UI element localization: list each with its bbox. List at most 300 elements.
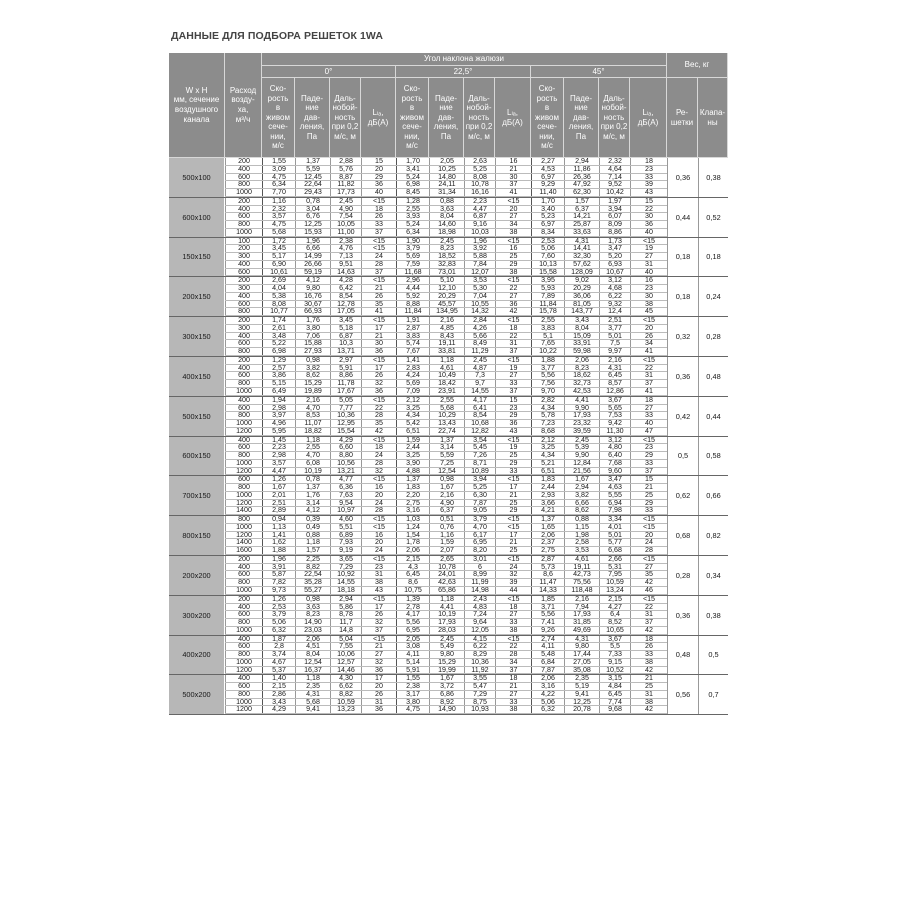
table-cell: 18 bbox=[361, 444, 396, 451]
table-cell: 22 bbox=[495, 643, 531, 650]
table-cell: 5,05 bbox=[330, 397, 361, 404]
table-cell: 15 bbox=[361, 158, 396, 165]
table-cell: 2,06 bbox=[531, 675, 564, 682]
table-header bbox=[169, 53, 728, 158]
table-cell: 7,56 bbox=[531, 380, 564, 387]
table-cell: 4,64 bbox=[599, 166, 630, 173]
table-cell: 12,45 bbox=[295, 174, 330, 181]
table-cell: 29 bbox=[495, 507, 531, 514]
table-row bbox=[225, 269, 667, 277]
table-cell: 2,53 bbox=[531, 238, 564, 245]
table-cell: 5,73 bbox=[531, 564, 564, 571]
table-cell: 2,32 bbox=[262, 206, 295, 213]
table-cell: 23 bbox=[630, 166, 667, 173]
table-cell: 7,93 bbox=[330, 539, 361, 546]
table-cell: 33 bbox=[630, 460, 667, 467]
table-cell: 800 bbox=[225, 579, 262, 586]
table-cell: 9,73 bbox=[262, 587, 295, 594]
table-cell: 41 bbox=[361, 308, 396, 315]
table-cell: 3,45 bbox=[330, 317, 361, 324]
table-cell: <15 bbox=[630, 437, 667, 444]
table-cell: <15 bbox=[495, 317, 531, 324]
size-block bbox=[169, 357, 728, 397]
table-cell: 12,05 bbox=[464, 627, 495, 634]
table-cell: 800 bbox=[225, 221, 262, 228]
weight-grilles: 0,36 bbox=[667, 596, 698, 635]
table-cell: 100 bbox=[225, 238, 262, 245]
table-cell: 5,76 bbox=[330, 166, 361, 173]
size-label: 300x150 bbox=[169, 317, 225, 356]
weight-grilles: 0,42 bbox=[667, 397, 698, 436]
table-cell: 10,42 bbox=[599, 189, 630, 196]
table-cell: 3,40 bbox=[531, 206, 564, 213]
table-cell: 18,42 bbox=[429, 380, 464, 387]
table-cell: 15,93 bbox=[295, 229, 330, 236]
table-cell: 20,78 bbox=[564, 706, 599, 713]
table-cell: 4,17 bbox=[396, 611, 429, 618]
table-cell: <15 bbox=[630, 516, 667, 523]
table-cell: 800 bbox=[225, 412, 262, 419]
table-cell: 11,84 bbox=[396, 308, 429, 315]
table-cell: 21 bbox=[495, 683, 531, 690]
table-cell: 1000 bbox=[225, 420, 262, 427]
table-cell: <15 bbox=[495, 556, 531, 563]
table-cell: <15 bbox=[495, 277, 531, 284]
header-range-0: Даль- нобой- ность при 0,2 м/с, м bbox=[330, 78, 361, 158]
table-cell: 38 bbox=[630, 659, 667, 666]
table-cell: 4,75 bbox=[396, 706, 429, 713]
table-cell: 8,71 bbox=[464, 460, 495, 467]
table-cell: <15 bbox=[495, 437, 531, 444]
table-cell: 300 bbox=[225, 325, 262, 332]
table-cell: <15 bbox=[495, 476, 531, 483]
table-cell: 2,20 bbox=[396, 492, 429, 499]
table-cell: 1,18 bbox=[295, 539, 330, 546]
table-cell: 22 bbox=[630, 206, 667, 213]
table-cell: 4,96 bbox=[262, 420, 295, 427]
table-cell: 25 bbox=[495, 500, 531, 507]
table-cell: 1,76 bbox=[295, 317, 330, 324]
table-cell: 5,06 bbox=[531, 699, 564, 706]
table-cell: 3,53 bbox=[464, 277, 495, 284]
table-cell: 9,15 bbox=[599, 659, 630, 666]
table-cell: 5,04 bbox=[330, 636, 361, 643]
table-cell: 59,19 bbox=[295, 269, 330, 276]
table-cell: 3,83 bbox=[396, 333, 429, 340]
table-cell: 300 bbox=[225, 253, 262, 260]
table-cell: 11,30 bbox=[599, 428, 630, 435]
table-cell: 6,34 bbox=[396, 229, 429, 236]
table-cell: 6,17 bbox=[464, 532, 495, 539]
table-cell: 7,13 bbox=[330, 253, 361, 260]
table-cell: 10,49 bbox=[429, 372, 464, 379]
table-cell: 23 bbox=[630, 444, 667, 451]
table-cell: 27 bbox=[630, 405, 667, 412]
table-cell: 21 bbox=[361, 285, 396, 292]
table-cell: 2,51 bbox=[599, 317, 630, 324]
table-cell: 4,53 bbox=[531, 166, 564, 173]
table-cell: 3,71 bbox=[531, 604, 564, 611]
table-cell: 1,90 bbox=[396, 238, 429, 245]
table-cell: 11,78 bbox=[330, 380, 361, 387]
table-cell: 3,77 bbox=[599, 325, 630, 332]
table-cell: 5,06 bbox=[262, 619, 295, 626]
table-cell: 19,11 bbox=[564, 564, 599, 571]
table-cell: 1,40 bbox=[262, 675, 295, 682]
table-cell: 4,17 bbox=[464, 397, 495, 404]
header-flow: Расход возду- ха, м³/ч bbox=[225, 53, 262, 158]
table-cell: 6,49 bbox=[262, 388, 295, 395]
table-cell: <15 bbox=[630, 556, 667, 563]
table-cell: 25 bbox=[630, 683, 667, 690]
table-cell: 1,78 bbox=[396, 539, 429, 546]
table-cell: 2,94 bbox=[330, 596, 361, 603]
table-cell: 4,90 bbox=[330, 206, 361, 213]
table-cell: 7,87 bbox=[464, 500, 495, 507]
table-cell: 2,37 bbox=[531, 539, 564, 546]
table-cell: 38 bbox=[361, 579, 396, 586]
table-cell: 6,37 bbox=[429, 507, 464, 514]
table-cell: 3,92 bbox=[464, 245, 495, 252]
table-cell: 8,23 bbox=[564, 365, 599, 372]
table-cell: 400 bbox=[225, 675, 262, 682]
table-cell: 31,85 bbox=[564, 619, 599, 626]
table-cell: 1,41 bbox=[396, 357, 429, 364]
table-cell: 5,77 bbox=[599, 539, 630, 546]
table-cell: 22 bbox=[630, 365, 667, 372]
table-cell: 3,16 bbox=[396, 507, 429, 514]
table-cell: 1,91 bbox=[396, 317, 429, 324]
table-cell: 10,75 bbox=[396, 587, 429, 594]
table-cell: 5,30 bbox=[464, 285, 495, 292]
table-cell: 31 bbox=[630, 372, 667, 379]
table-cell: 14,8 bbox=[330, 627, 361, 634]
table-cell: 1,88 bbox=[531, 357, 564, 364]
table-cell: 11,7 bbox=[330, 619, 361, 626]
table-cell: 1,26 bbox=[262, 596, 295, 603]
table-cell: 200 bbox=[225, 198, 262, 205]
table-cell: 10,36 bbox=[330, 412, 361, 419]
table-cell: 3,43 bbox=[262, 699, 295, 706]
size-block bbox=[169, 556, 728, 596]
table-cell: 23,91 bbox=[429, 388, 464, 395]
table-cell: 6,60 bbox=[330, 444, 361, 451]
table-cell: 45,57 bbox=[429, 301, 464, 308]
table-cell: 10,77 bbox=[262, 308, 295, 315]
weight-valves: 0,82 bbox=[698, 516, 728, 555]
table-cell: 1,18 bbox=[429, 596, 464, 603]
table-cell: 3,80 bbox=[396, 699, 429, 706]
table-cell: 5,06 bbox=[531, 245, 564, 252]
table-cell: 0,94 bbox=[262, 516, 295, 523]
table-cell: 8,78 bbox=[330, 611, 361, 618]
table-cell: 8,04 bbox=[429, 213, 464, 220]
weight-valves: 0,38 bbox=[698, 596, 728, 635]
table-cell: 5,45 bbox=[464, 444, 495, 451]
table-cell: 2,27 bbox=[531, 158, 564, 165]
table-cell: 2,06 bbox=[531, 532, 564, 539]
table-cell: 1,03 bbox=[396, 516, 429, 523]
table-cell: 7,63 bbox=[330, 492, 361, 499]
table-cell: 8,88 bbox=[396, 301, 429, 308]
table-cell: 10,97 bbox=[330, 507, 361, 514]
table-cell: 9,64 bbox=[464, 619, 495, 626]
table-cell: 2,16 bbox=[429, 492, 464, 499]
table-cell: 10,29 bbox=[429, 412, 464, 419]
table-cell: 5,59 bbox=[429, 452, 464, 459]
table-cell: 6,42 bbox=[330, 285, 361, 292]
table-cell: 7,23 bbox=[531, 420, 564, 427]
table-cell: 2,89 bbox=[262, 507, 295, 514]
table-cell: 6,98 bbox=[396, 181, 429, 188]
table-cell: <15 bbox=[495, 524, 531, 531]
table-cell: <15 bbox=[630, 317, 667, 324]
table-cell: 19,11 bbox=[429, 340, 464, 347]
table-cell: 7,74 bbox=[599, 699, 630, 706]
table-cell: 7,41 bbox=[531, 619, 564, 626]
table-cell: 20 bbox=[361, 166, 396, 173]
table-cell: 33 bbox=[361, 221, 396, 228]
table-cell: 17,93 bbox=[564, 412, 599, 419]
table-cell: 6,40 bbox=[599, 452, 630, 459]
table-cell: 4,83 bbox=[464, 604, 495, 611]
table-cell: 6,51 bbox=[531, 468, 564, 475]
table-cell: 3,94 bbox=[599, 206, 630, 213]
table-cell: 32 bbox=[361, 659, 396, 666]
table-cell: 38 bbox=[495, 627, 531, 634]
table-cell: 143,77 bbox=[564, 308, 599, 315]
table-cell: 2,58 bbox=[564, 539, 599, 546]
table-cell: 42 bbox=[361, 428, 396, 435]
table-cell: 7,59 bbox=[396, 261, 429, 268]
table-cell: 21 bbox=[495, 539, 531, 546]
size-block bbox=[169, 317, 728, 357]
table-cell: 8,53 bbox=[295, 412, 330, 419]
table-cell: 6,45 bbox=[396, 571, 429, 578]
table-cell: 6,93 bbox=[599, 261, 630, 268]
table-cell: 2,55 bbox=[295, 444, 330, 451]
table-cell: 6,30 bbox=[464, 492, 495, 499]
table-cell: 1,37 bbox=[531, 516, 564, 523]
table-cell: 17,73 bbox=[330, 189, 361, 196]
table-cell: 9,7 bbox=[464, 380, 495, 387]
table-cell: 6,34 bbox=[262, 181, 295, 188]
table-cell: 6,66 bbox=[295, 245, 330, 252]
weight-grilles: 0,36 bbox=[667, 357, 698, 396]
table-cell: 6,22 bbox=[464, 643, 495, 650]
table-cell: 27,05 bbox=[564, 659, 599, 666]
table-cell: 42 bbox=[630, 706, 667, 713]
table-cell: 3,79 bbox=[464, 516, 495, 523]
table-cell: 8,45 bbox=[396, 189, 429, 196]
table-cell: 1,37 bbox=[429, 437, 464, 444]
table-cell: 4,41 bbox=[564, 397, 599, 404]
table-cell: 8,62 bbox=[564, 507, 599, 514]
table-cell: 4,60 bbox=[330, 516, 361, 523]
table-cell: 4,61 bbox=[564, 556, 599, 563]
table-cell: 2,86 bbox=[262, 691, 295, 698]
table-cell: 8,6 bbox=[396, 579, 429, 586]
table-cell: 1000 bbox=[225, 189, 262, 196]
table-cell: 43 bbox=[361, 587, 396, 594]
header-drop-45: Паде- ние дав- ления, Па bbox=[564, 78, 599, 158]
table-cell: 18 bbox=[361, 206, 396, 213]
table-cell: 5,01 bbox=[599, 532, 630, 539]
table-cell: 2,38 bbox=[396, 683, 429, 690]
table-cell: 1,15 bbox=[564, 524, 599, 531]
table-cell: 10,3 bbox=[330, 340, 361, 347]
table-cell: 8,87 bbox=[330, 174, 361, 181]
table-cell: 2,16 bbox=[599, 357, 630, 364]
table-cell: 3,63 bbox=[429, 206, 464, 213]
table-cell: 20 bbox=[630, 532, 667, 539]
table-cell: 6,62 bbox=[330, 683, 361, 690]
table-cell: 17 bbox=[361, 325, 396, 332]
table-cell: 17 bbox=[361, 675, 396, 682]
table-cell: 8,29 bbox=[464, 651, 495, 658]
table-cell: 8,82 bbox=[295, 564, 330, 571]
table-cell: 6,41 bbox=[464, 405, 495, 412]
table-cell: 1000 bbox=[225, 229, 262, 236]
table-cell: 2,66 bbox=[599, 556, 630, 563]
table-cell: 4,70 bbox=[295, 452, 330, 459]
table-cell: 118,48 bbox=[564, 587, 599, 594]
weight-valves: 0,66 bbox=[698, 476, 728, 515]
table-cell: <15 bbox=[630, 357, 667, 364]
table-cell: 14,46 bbox=[330, 667, 361, 674]
table-cell: <15 bbox=[361, 317, 396, 324]
table-cell: 25 bbox=[495, 253, 531, 260]
size-label: 800x150 bbox=[169, 516, 225, 555]
table-cell: 5,17 bbox=[262, 253, 295, 260]
table-cell: 1,96 bbox=[464, 238, 495, 245]
table-cell: 8,6 bbox=[531, 571, 564, 578]
weight-valves: 0,24 bbox=[698, 277, 728, 316]
table-cell: 5,31 bbox=[599, 564, 630, 571]
table-cell: 128,09 bbox=[564, 269, 599, 276]
table-cell: 18 bbox=[630, 158, 667, 165]
table-cell: 29 bbox=[630, 452, 667, 459]
table-cell: 4,70 bbox=[464, 524, 495, 531]
header-angle-45: 45° bbox=[531, 66, 667, 78]
table-cell: 13,23 bbox=[330, 706, 361, 713]
table-cell: 10,68 bbox=[464, 420, 495, 427]
table-cell: 10,65 bbox=[599, 627, 630, 634]
table-cell: 3,08 bbox=[396, 643, 429, 650]
header-drop-22: Паде- ние дав- ления, Па bbox=[429, 78, 464, 158]
table-cell: 16 bbox=[495, 158, 531, 165]
table-cell: 11,47 bbox=[531, 579, 564, 586]
table-cell: 7,65 bbox=[531, 340, 564, 347]
table-cell: 7,94 bbox=[564, 604, 599, 611]
table-cell: 1,83 bbox=[531, 476, 564, 483]
table-cell: 600 bbox=[225, 643, 262, 650]
table-cell: 7,87 bbox=[531, 667, 564, 674]
table-cell: 27 bbox=[495, 611, 531, 618]
table-cell: <15 bbox=[361, 556, 396, 563]
table-cell: 18 bbox=[630, 636, 667, 643]
table-cell: 19,89 bbox=[295, 388, 330, 395]
table-cell: 3,55 bbox=[464, 675, 495, 682]
table-cell: 7,04 bbox=[464, 293, 495, 300]
table-cell: 800 bbox=[225, 651, 262, 658]
table-cell: 3,86 bbox=[262, 372, 295, 379]
table-cell: <15 bbox=[361, 437, 396, 444]
table-cell: 2,98 bbox=[262, 452, 295, 459]
table-cell: 33,91 bbox=[564, 340, 599, 347]
weight-grilles: 0,68 bbox=[667, 516, 698, 555]
table-cell: 9,02 bbox=[564, 277, 599, 284]
size-label: 500x200 bbox=[169, 675, 225, 714]
table-cell: 9,51 bbox=[330, 261, 361, 268]
table-row bbox=[225, 348, 667, 356]
table-cell: 7,84 bbox=[464, 261, 495, 268]
table-cell: 0,76 bbox=[429, 524, 464, 531]
table-cell: 3,66 bbox=[531, 500, 564, 507]
table-cell: 1,37 bbox=[295, 158, 330, 165]
table-cell: 15 bbox=[630, 198, 667, 205]
table-cell: 3,48 bbox=[262, 333, 295, 340]
table-cell: 5,93 bbox=[531, 285, 564, 292]
table-cell: 22,54 bbox=[295, 571, 330, 578]
table-cell: 5,14 bbox=[396, 659, 429, 666]
table-cell: 23,03 bbox=[295, 627, 330, 634]
header-range-22: Даль- нобой- ность при 0,2 м/с, м bbox=[464, 78, 495, 158]
table-cell: 5,88 bbox=[464, 253, 495, 260]
table-cell: 2,55 bbox=[531, 317, 564, 324]
table-cell: 6,95 bbox=[464, 539, 495, 546]
table-cell: 1,85 bbox=[531, 596, 564, 603]
table-cell: 41 bbox=[630, 348, 667, 355]
table-cell: 10,89 bbox=[464, 468, 495, 475]
table-cell: 11,40 bbox=[531, 189, 564, 196]
table-cell: 4,12 bbox=[295, 507, 330, 514]
table-cell: 8,57 bbox=[599, 380, 630, 387]
table-cell: 32 bbox=[495, 571, 531, 578]
table-cell: 33 bbox=[495, 380, 531, 387]
table-cell: 39 bbox=[495, 579, 531, 586]
table-cell: 16,16 bbox=[464, 189, 495, 196]
table-cell: 1000 bbox=[225, 492, 262, 499]
table-cell: 4,31 bbox=[564, 238, 599, 245]
table-cell: 7,98 bbox=[599, 507, 630, 514]
table-cell: 36,06 bbox=[564, 293, 599, 300]
table-cell: 17,44 bbox=[564, 651, 599, 658]
table-cell: 5,37 bbox=[262, 667, 295, 674]
table-row bbox=[225, 189, 667, 197]
table-cell: 27 bbox=[495, 691, 531, 698]
table-cell: 2,05 bbox=[429, 158, 464, 165]
table-cell: 10,93 bbox=[464, 706, 495, 713]
table-cell: 10,03 bbox=[464, 229, 495, 236]
table-cell: 9,90 bbox=[564, 452, 599, 459]
table-cell: 3,67 bbox=[599, 397, 630, 404]
table-cell: 11,07 bbox=[295, 420, 330, 427]
table-row bbox=[225, 587, 667, 595]
table-cell: 3,67 bbox=[599, 636, 630, 643]
table-cell: 3,09 bbox=[262, 166, 295, 173]
table-cell: 11,92 bbox=[464, 667, 495, 674]
table-cell: 2,93 bbox=[531, 492, 564, 499]
table-cell: 800 bbox=[225, 181, 262, 188]
table-cell: 1,39 bbox=[396, 596, 429, 603]
table-cell: 2,06 bbox=[396, 547, 429, 554]
table-cell: 6,07 bbox=[599, 213, 630, 220]
table-cell: 200 bbox=[225, 277, 262, 284]
table-cell: 27 bbox=[361, 651, 396, 658]
table-cell: 6,32 bbox=[531, 706, 564, 713]
table-cell: 0,78 bbox=[295, 476, 330, 483]
